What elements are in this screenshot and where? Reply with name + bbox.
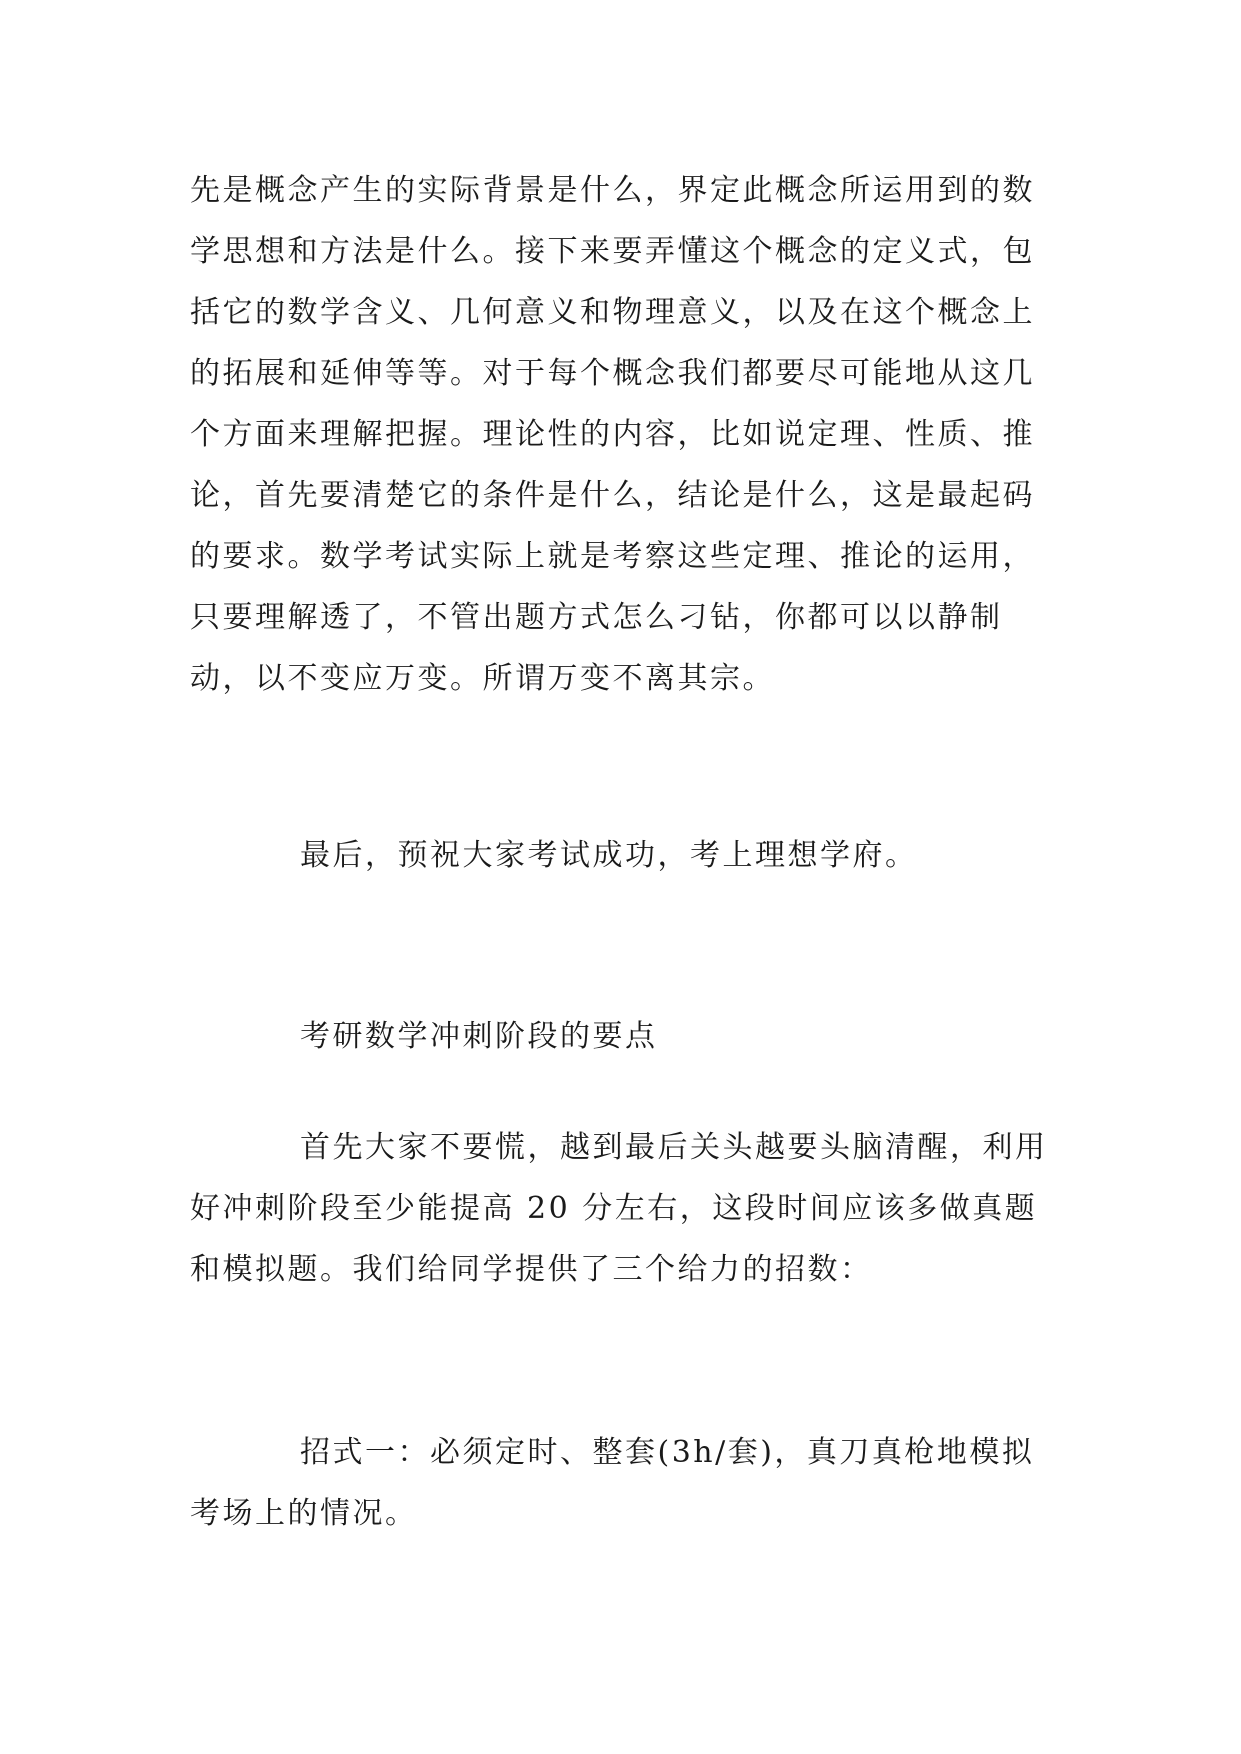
paragraph-closing-wishes: 最后，预祝大家考试成功，考上理想学府。 [300,838,918,873]
document-body [190,160,1055,1544]
paragraph-sprint-intro: 首先大家不要慌，越到最后关头越要头脑清醒，利用好冲刺阶段至少能提高 20 分左右，这段时间应该多做真题和模拟题。我们给同学提供了三个给力的招数： [190,1130,1048,1287]
section-heading: 考研数学冲刺阶段的要点 [300,1019,658,1054]
paragraph-tip-one: 招式一：必须定时、整套(3h/套)，真刀真枪地模拟考场上的情况。 [190,1435,1035,1531]
paragraph-concept-understanding: 先是概念产生的实际背景是什么，界定此概念所运用到的数学思想和方法是什么。接下来要弄懂这个概念的定义式，包括它的数学含义、几何意义和物理意义，以及在这个概念上的拓展和延伸等等。对于每个概念我们都要尽可能地从这几个方面来理解把握。理论性的内容，比如说定理、性质、推论，首先要清楚它的条件是什么，结论是什么，这是最起码的要求。数学考试实际上就是考察这些定理、推论的运用，只要理解透了，不管出题方式怎么刁钻，你都可以以静制动，以不变应万变。所谓万变不离其宗。 [190,173,1035,696]
